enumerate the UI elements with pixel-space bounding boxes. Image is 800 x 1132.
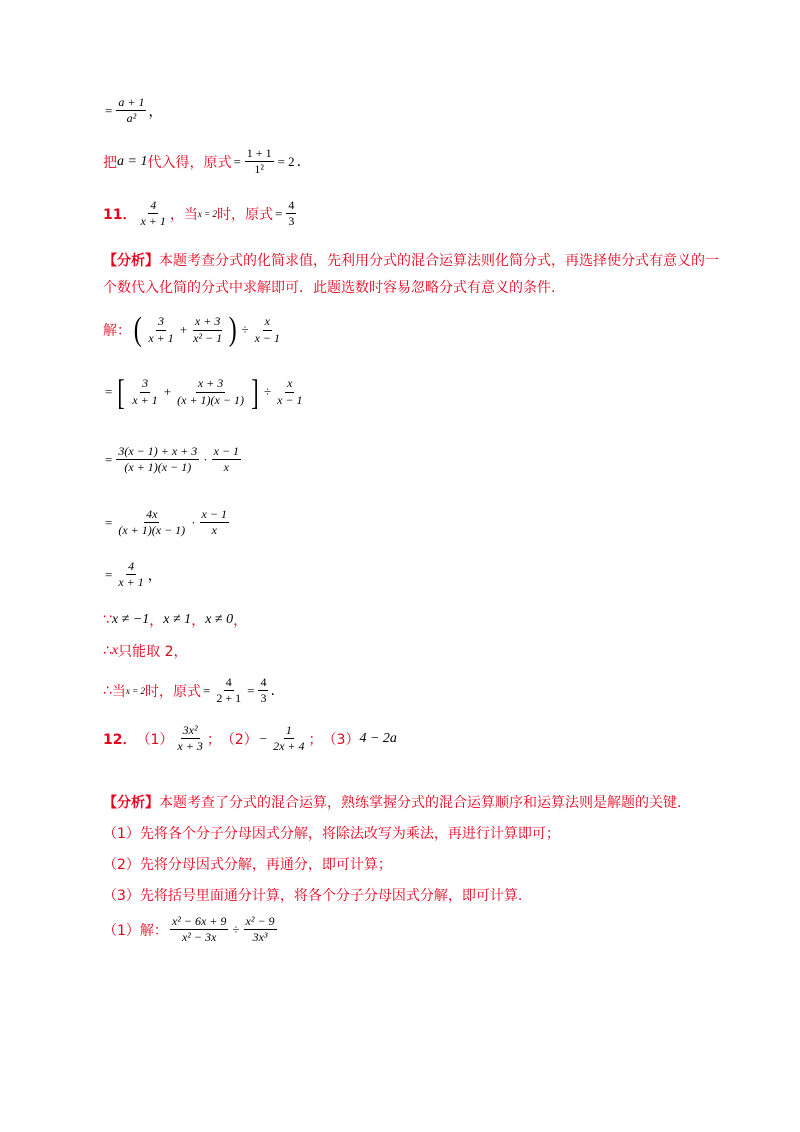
- solution-line-5: = $\frac{4}{x + 1}$ ，: [105, 559, 162, 590]
- analysis-12: 【分析】本题考查了分式的混合运算，熟练掌握分式的混合运算顺序和运算法则是解题的关键. （1）先将各个分子分母因式分解，将除法改写为乘法，再进行计算即可； （2）先将分母因式分解，再通分，即可计算； （3）先将括号里面通分计算，将各个分子分母因式分解，即可计算.: [103, 795, 682, 904]
- fraction: $\frac{a + 1}{\text{a²}}$: [118, 95, 145, 126]
- condition-line: ∵ x ≠ −1 ， x ≠ 1 ， x ≠ 0 ，: [103, 612, 248, 629]
- solution-12-1: （1）解： $\frac{\text{x² − 6x + 9}}{\text{x² − 3x}}$ ÷ $\frac{\text{x² − 9}}{\text{3x³}}$: [103, 914, 275, 945]
- analysis-11: 【分析】本题考查分式的化简求值，先利用分式的混合运算法则化简分式，再选择使分式有意义的一个数代入化简的分式中求解即可．此题选数时容易忽略分式有意义的条件.: [103, 253, 719, 296]
- question-number: 12．: [103, 731, 137, 748]
- solution-line-3: = $\frac{3(x - 1) + x + 3}{(x + 1)(x - 1)}$ · $\frac{x - 1}{x}$: [105, 444, 240, 475]
- step-line-1: = $\frac{a + 1}{\text{a²}}$ ，: [105, 95, 163, 126]
- equals-sign: =: [105, 102, 113, 118]
- answer-11: 11． $\frac{4}{x + 1}$ ，当 x = 2 时，原式 = $\frac{4}{3}$: [103, 198, 295, 229]
- answer-12: 12． （1） $\frac{\text{3x²}}{x + 3}$ ； （2） − $\frac{1}{2x + 4}$ ； （3） 4 − 2a: [103, 723, 397, 754]
- final-line: ∴ 当 x = 2 时，原式 = $\frac{4}{2 + 1}$ = $\frac{4}{3}$ .: [103, 675, 275, 706]
- fraction: $\frac{1 + 1}{\text{1²}}$: [246, 146, 272, 177]
- fraction: $\frac{4}{x + 1}$: [140, 198, 166, 229]
- fraction: $\frac{4}{3}$: [288, 198, 295, 229]
- solution-line-2: = [ $\frac{3}{x + 1}$ + $\frac{x + 3}{(x + 1)(x - 1)}$ ] ÷ $\frac{x}{x - 1}$: [105, 372, 303, 412]
- solution-line-4: = $\frac{4x}{(x + 1)(x - 1)}$ · $\frac{x - 1}{x}$: [105, 507, 227, 538]
- substitution-line: 把 a = 1 代入得，原式 = $\frac{1 + 1}{\text{1²}}$ = 2 .: [103, 146, 302, 177]
- question-number: 11．: [103, 206, 137, 223]
- conclusion-line: ∴ x 只能取 2，: [103, 643, 188, 660]
- solution-line-1: 解： ( $\frac{3}{x + 1}$ + $\frac{x + 3}{\text{x² − 1}}$ ) ÷ $\frac{x}{x - 1}$: [103, 311, 281, 348]
